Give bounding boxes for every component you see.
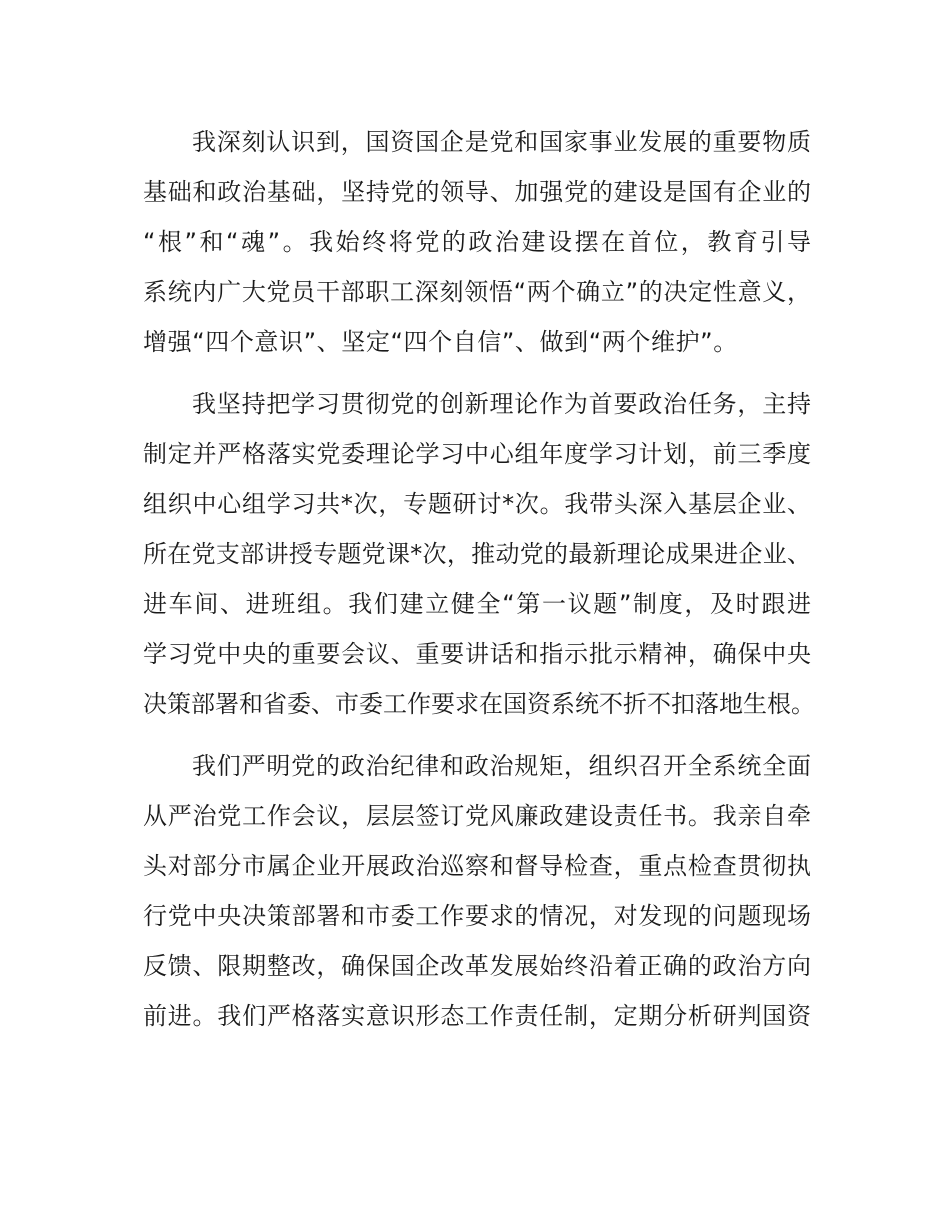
text-line: 前进。我们严格落实意识形态工作责任制，定期分析研判国资	[143, 1002, 811, 1030]
paragraph-political-discipline	[143, 741, 811, 1041]
text-line: 进车间、进班组。我们建立健全“第一议题”制度，及时跟进	[143, 590, 811, 618]
text-line: 我坚持把学习贯彻党的创新理论作为首要政治任务，主持	[192, 390, 811, 418]
text-line: 所在党支部讲授专题党课*次，推动党的最新理论成果进企业、	[143, 540, 811, 568]
paragraph-political-building	[143, 117, 811, 367]
text-line: 反馈、限期整改，确保国企改革发展始终沿着正确的政治方向	[143, 952, 811, 980]
text-line: 增强“四个意识”、坚定“四个自信”、做到“两个维护”。	[143, 328, 738, 356]
document-page	[143, 117, 815, 1053]
text-line: 学习党中央的重要会议、重要讲话和指示批示精神，确保中央	[143, 640, 811, 668]
text-line: 我们严明党的政治纪律和政治规矩，组织召开全系统全面	[192, 752, 811, 780]
text-line: 从严治党工作会议，层层签订党风廉政建设责任书。我亲自牵	[143, 802, 811, 830]
paragraph-theory-study	[143, 379, 815, 729]
text-line: 组织中心组学习共*次，专题研讨*次。我带头深入基层企业、	[143, 490, 811, 518]
text-line: 我深刻认识到，国资国企是党和国家事业发展的重要物质	[192, 128, 811, 156]
text-line: 系统内广大党员干部职工深刻领悟“两个确立”的决定性意义，	[143, 278, 811, 306]
text-line: “根”和“魂”。我始终将党的政治建设摆在首位，教育引导	[143, 228, 811, 256]
text-line: 头对部分市属企业开展政治巡察和督导检查，重点检查贯彻执	[143, 852, 811, 880]
text-line: 决策部署和省委、市委工作要求在国资系统不折不扣落地生根。	[143, 690, 815, 718]
text-line: 制定并严格落实党委理论学习中心组年度学习计划，前三季度	[143, 440, 811, 468]
text-line: 行党中央决策部署和市委工作要求的情况，对发现的问题现场	[143, 902, 811, 930]
text-line: 基础和政治基础，坚持党的领导、加强党的建设是国有企业的	[143, 178, 811, 206]
